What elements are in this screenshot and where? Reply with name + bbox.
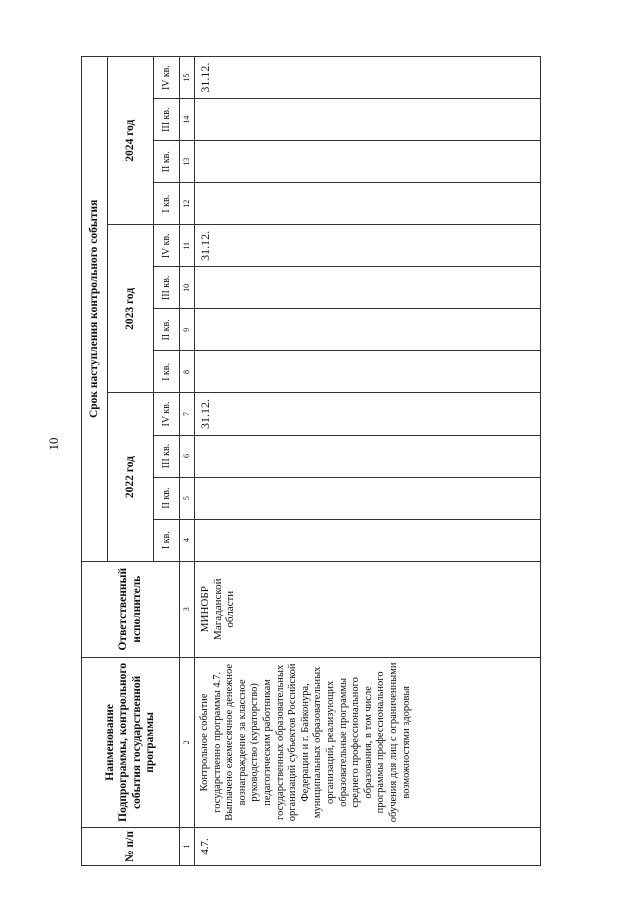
row-date <box>195 435 541 477</box>
column-number: 9 <box>180 309 195 351</box>
column-number: 3 <box>180 561 195 657</box>
column-number: 2 <box>180 657 195 827</box>
header-executor: Ответственный исполнитель <box>82 561 180 657</box>
row-date: 31.12. <box>195 393 541 435</box>
column-number: 6 <box>180 435 195 477</box>
header-year-2023: 2023 год <box>108 225 154 393</box>
row-num: 4.7. <box>195 827 541 865</box>
header-quarter: II кв. <box>154 477 180 519</box>
control-events-table <box>81 56 541 866</box>
header-quarter: I кв. <box>154 519 180 561</box>
header-quarter: IV кв. <box>154 57 180 99</box>
column-number: 10 <box>180 267 195 309</box>
header-num: № п/п <box>82 827 180 865</box>
header-deadline: Срок наступления контрольного события <box>82 57 108 562</box>
row-name: Контрольное событие государственно программы 4.7. Выплачено ежемесячное денежное вознаграждение за классное руководство (кураторство) педагогическим работникам государственных образовательных организаций субъектов Российской Федерации и г. Байконура, муниципальных образовательных организаций, реализующих образовательные программы среднего профессионального образования, в том числе программы профессионального обучения для лиц с ограниченными возможностями здоровья <box>195 657 541 827</box>
header-quarter: II кв. <box>154 309 180 351</box>
column-number: 11 <box>180 225 195 267</box>
column-number: 8 <box>180 351 195 393</box>
row-date <box>195 309 541 351</box>
column-number: 14 <box>180 99 195 141</box>
header-quarter: III кв. <box>154 267 180 309</box>
rotated-table-wrapper <box>81 56 541 866</box>
header-quarter: I кв. <box>154 183 180 225</box>
column-number: 15 <box>180 57 195 99</box>
row-executor: МИНОБР Магаданской области <box>195 561 541 657</box>
header-name: Наименование Подпрограммы, контрольного события государственной программы <box>82 657 180 827</box>
column-number: 1 <box>180 827 195 865</box>
column-number: 7 <box>180 393 195 435</box>
page-number: 10 <box>46 437 61 451</box>
row-date <box>195 183 541 225</box>
column-number: 12 <box>180 183 195 225</box>
header-year-2024: 2024 год <box>108 57 154 225</box>
column-number: 4 <box>180 519 195 561</box>
header-quarter: III кв. <box>154 435 180 477</box>
row-date <box>195 519 541 561</box>
header-quarter: III кв. <box>154 99 180 141</box>
header-year-2022: 2022 год <box>108 393 154 561</box>
header-quarter: I кв. <box>154 351 180 393</box>
header-quarter: II кв. <box>154 141 180 183</box>
row-date <box>195 267 541 309</box>
row-date <box>195 141 541 183</box>
row-date: 31.12. <box>195 225 541 267</box>
row-date <box>195 99 541 141</box>
column-number: 5 <box>180 477 195 519</box>
header-quarter: IV кв. <box>154 393 180 435</box>
row-date <box>195 351 541 393</box>
row-date: 31.12. <box>195 57 541 99</box>
header-quarter: IV кв. <box>154 225 180 267</box>
row-date <box>195 477 541 519</box>
column-number: 13 <box>180 141 195 183</box>
